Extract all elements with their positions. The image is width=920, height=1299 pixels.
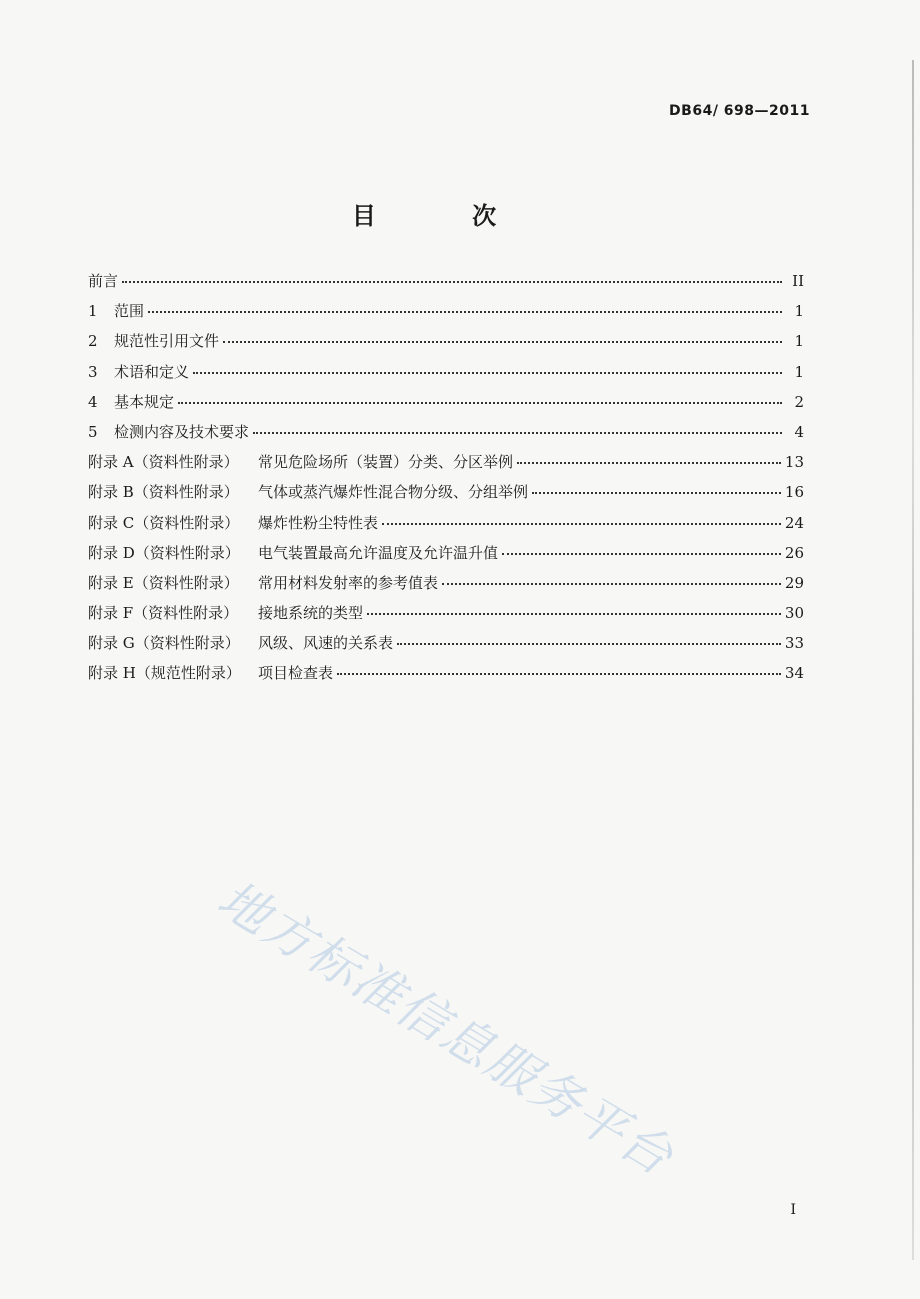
toc-entry-label [88,300,144,321]
toc-entry-title: 范围 [114,302,145,321]
toc-leader-dots [337,673,781,675]
toc-leader-dots [517,462,781,464]
toc-entry-title: 风级、风速的关系表 [258,634,394,653]
toc-entry[interactable] [88,512,804,542]
toc-entry-title: 项目检查表 [258,664,334,683]
toc-entry[interactable] [88,481,804,511]
toc-leader-dots [193,372,782,374]
toc-leader-dots [502,553,781,555]
toc-entry-page: 4 [794,422,804,441]
toc-entry[interactable] [88,421,804,451]
toc-entry[interactable] [88,542,804,572]
toc-entry-title: 常见危险场所（装置）分类、分区举例 [258,453,514,472]
toc-entry-number: 3 [88,362,98,381]
toc-entry-page: 1 [794,332,804,351]
toc-entry[interactable] [88,572,804,602]
toc-entry-page: 24 [784,513,804,532]
toc-entry[interactable] [88,300,804,330]
toc-entry-title: 术语和定义 [114,362,190,381]
toc-entry-page: 16 [784,483,804,502]
toc-leader-dots [532,492,781,494]
watermark: 地方标准信息服务平台 [208,869,684,1188]
toc-leader-dots [148,311,782,313]
toc-entry-appendix: 附录 B（资料性附录） [88,483,239,502]
toc-leader-dots [122,281,782,283]
toc-entry-title: 常用材料发射率的参考值表 [258,573,439,592]
toc-entry-label [88,662,333,683]
toc-entry-number: 1 [88,302,98,321]
toc-entry-title: 爆炸性粉尘特性表 [258,513,379,532]
toc-leader-dots [178,402,782,404]
toc-entry-label [88,330,219,351]
toc-entry-appendix: 附录 C（资料性附录） [88,513,240,532]
toc-entry[interactable] [88,330,804,360]
toc-entry-label [88,361,189,382]
toc-entry-page: 2 [794,392,804,411]
toc-entry-page: 13 [784,453,804,472]
toc-entry-number: 4 [88,392,98,411]
toc-entry-title: 检测内容及技术要求 [114,422,250,441]
toc-entry[interactable] [88,391,804,421]
toc-entry-title: 接地系统的类型 [258,604,364,623]
toc-leader-dots [397,643,781,645]
toc-entry-page: 29 [784,573,804,592]
toc-entry-appendix: 附录 G（资料性附录） [88,634,240,653]
page-title: 目 次 [351,202,541,230]
page-number: I [790,1202,796,1218]
toc-entry-title: 电气装置最高允许温度及允许温升值 [258,543,499,562]
toc-entry-appendix: 附录 F（资料性附录） [88,604,239,623]
toc-entry-number: 2 [88,332,98,351]
toc-entry-label [88,572,438,593]
scan-edge-line [912,60,914,1260]
toc-entry-title: 规范性引用文件 [114,332,220,351]
toc-entry-page: 33 [784,634,804,653]
toc-entry-page: 34 [784,664,804,683]
toc-entry-label [88,270,118,291]
toc-entry-appendix: 附录 A（资料性附录） [88,453,239,472]
toc-entry-page: II [792,272,804,290]
table-of-contents [88,270,804,693]
toc-entry-page: 1 [794,302,804,321]
toc-leader-dots [442,583,781,585]
toc-entry-appendix: 附录 E（资料性附录） [88,573,239,592]
toc-entry[interactable] [88,632,804,662]
toc-entry-page: 26 [784,543,804,562]
toc-entry[interactable] [88,270,804,300]
toc-leader-dots [253,432,782,434]
toc-leader-dots [367,613,781,615]
toc-entry[interactable] [88,602,804,632]
toc-entry[interactable] [88,662,804,692]
toc-entry-label [88,481,528,502]
toc-entry-label [88,451,513,472]
toc-leader-dots [223,341,782,343]
toc-entry-appendix: 附录 H（规范性附录） [88,664,241,683]
toc-entry-page: 1 [794,362,804,381]
toc-entry-label [88,421,249,442]
toc-entry-label [88,602,363,623]
toc-entry[interactable] [88,451,804,481]
doc-code: DB64/ 698—2011 [669,103,810,119]
toc-entry[interactable] [88,361,804,391]
toc-entry-label [88,512,378,533]
toc-entry-number: 5 [88,422,98,441]
toc-entry-label [88,391,174,412]
toc-entry-label [88,542,498,563]
toc-leader-dots [382,523,781,525]
toc-entry-appendix: 附录 D（资料性附录） [88,543,240,562]
toc-entry-title: 基本规定 [114,392,175,411]
toc-entry-label [88,632,393,653]
toc-entry-title: 前言 [88,272,119,290]
toc-entry-page: 30 [784,604,804,623]
toc-entry-title: 气体或蒸汽爆炸性混合物分级、分组举例 [258,483,529,502]
